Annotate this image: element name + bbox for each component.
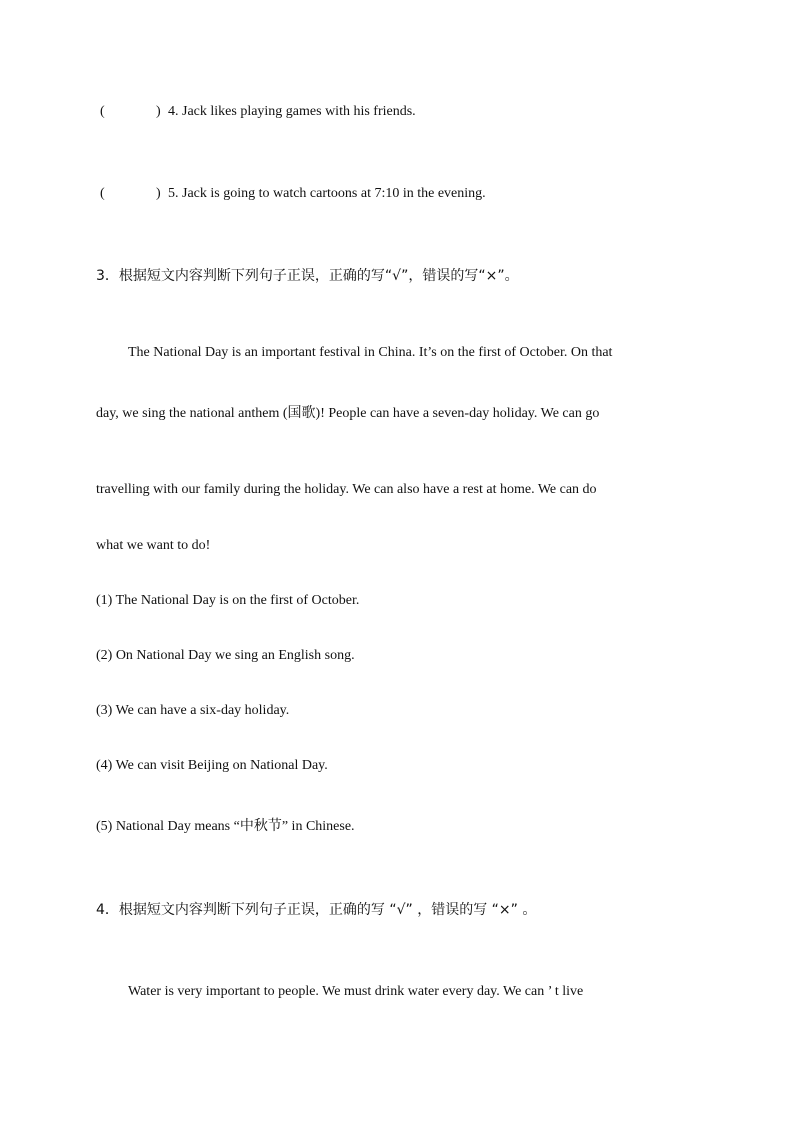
judgement-item-4 (100, 103, 416, 121)
q3-passage-line-4: what we want to do! (96, 538, 211, 553)
q4-passage-line-1: Water is very important to people. We must drink water every day. We can ’ t live (128, 984, 584, 999)
answer-paren-close: ) (156, 104, 161, 119)
q3-statement-1: (1) The National Day is on the first of October. (96, 593, 360, 608)
answer-paren-close: ) (156, 186, 161, 201)
q3-passage-line-1: The National Day is an important festival in China. It’s on the first of October. On that (128, 345, 613, 360)
item-text: 4. Jack likes playing games with his friends. (168, 104, 416, 119)
q3-statement-3: (3) We can have a six-day holiday. (96, 703, 290, 718)
q3-statement-2: (2) On National Day we sing an English song. (96, 648, 355, 663)
q3-passage-line-3: travelling with our family during the holiday. We can also have a rest at home. We can do (96, 482, 597, 497)
answer-paren-open[interactable]: ( (100, 186, 105, 201)
q3-statement-4: (4) We can visit Beijing on National Day. (96, 758, 328, 773)
question-4-heading: 4．根据短文内容判断下列句子正误，正确的写 “√” ，错误的写 “×” 。 (96, 902, 537, 918)
answer-paren-open[interactable]: ( (100, 104, 105, 119)
question-3-heading: 3．根据短文内容判断下列句子正误，正确的写“√”，错误的写“×”。 (96, 268, 519, 284)
q3-statement-5: (5) National Day means “中秋节” in Chinese. (96, 819, 355, 834)
q3-passage-line-2: day, we sing the national anthem (国歌)! People can have a seven-day holiday. We can go (96, 406, 600, 421)
item-text: 5. Jack is going to watch cartoons at 7:10 in the evening. (168, 186, 486, 201)
judgement-item-5 (100, 185, 486, 203)
